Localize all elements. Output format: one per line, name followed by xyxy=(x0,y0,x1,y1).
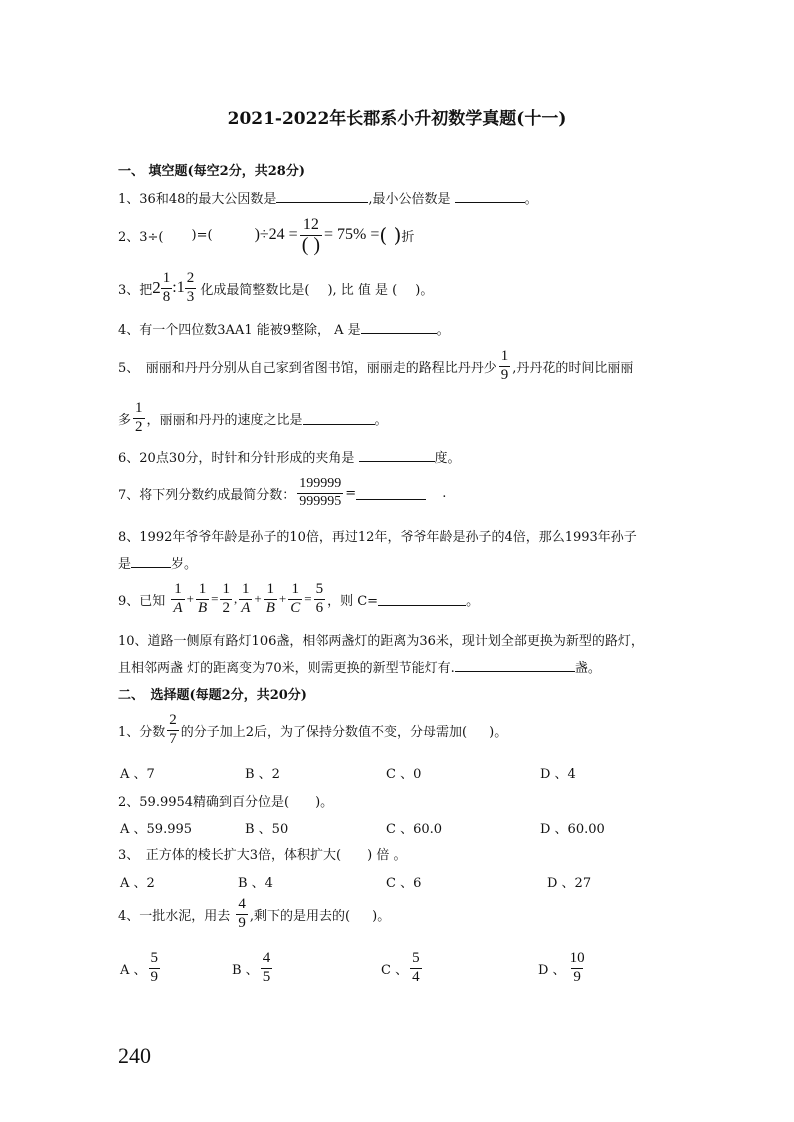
q-text: ,最小公倍数是 xyxy=(368,192,451,207)
fraction: $\frac{4}{5}$ xyxy=(262,950,271,985)
q-text: )。 xyxy=(489,724,508,740)
question-1-10-line1: 10、道路一侧原有路灯106盏，相邻两盏灯的距离为36米，现计划全部更换为新型的路灯， xyxy=(118,634,644,649)
question-1-8-line2 xyxy=(118,553,197,572)
option-b[interactable]: B 、2 xyxy=(245,767,280,782)
plus: + xyxy=(186,591,194,606)
fraction: $\frac{5}{9}$ xyxy=(150,950,159,985)
question-2-1 xyxy=(118,710,507,750)
option-d[interactable]: D 、4 xyxy=(540,767,576,782)
q-text: 多 xyxy=(118,412,132,428)
question-1-5-line2 xyxy=(118,398,388,438)
answer-blank[interactable] xyxy=(303,411,375,425)
q-text: )。 xyxy=(372,908,391,924)
question-1-8-line1: 8、1992年爷爷年龄是孙子的10倍，再过12年，爷爷年龄是孙子的4倍，那么1993年孙子 xyxy=(118,530,637,545)
question-1-1 xyxy=(118,188,538,207)
question-2-2: 2、59.9954精确到百分位是( )。 xyxy=(118,795,334,810)
q-text: = 75% = xyxy=(324,226,380,243)
question-1-9 xyxy=(118,578,479,620)
fraction: $\frac{1}{2}$ xyxy=(135,400,143,435)
question-1-10-line2 xyxy=(118,657,601,676)
q-text: ，丽丽和丹丹的速度之比是 xyxy=(146,412,303,428)
q-text: 3、把 xyxy=(118,282,153,298)
option-c[interactable]: C 、0 xyxy=(386,767,422,782)
option-a[interactable]: A 、2 xyxy=(120,876,155,891)
section1-heading: 一、 填空题(每空2分，共28分) xyxy=(118,164,305,179)
answer-blank[interactable] xyxy=(276,189,368,203)
q-text: )÷24 = xyxy=(254,226,298,243)
option-c[interactable]: C 、60.0 xyxy=(386,822,443,837)
question-1-6 xyxy=(118,447,461,466)
option-a[interactable] xyxy=(120,948,162,988)
plus: + xyxy=(254,591,262,606)
q-text: 2、3÷( xyxy=(118,229,164,245)
question-1-7 xyxy=(118,473,446,513)
answer-blank[interactable] xyxy=(131,554,171,568)
equals: = xyxy=(211,591,219,606)
q-text: 是 xyxy=(118,557,132,572)
q-text: = xyxy=(345,485,357,501)
question-1-3 xyxy=(118,268,433,308)
fraction: $\frac{1}{A}$ xyxy=(173,581,183,616)
answer-blank[interactable] xyxy=(361,320,437,334)
q-text: 。 xyxy=(374,412,388,428)
colon: : xyxy=(172,279,177,296)
q-text: 4、有一个四位数3AA1 能被9整除， A 是 xyxy=(118,323,361,338)
q-text: ，则 C= xyxy=(327,593,379,609)
answer-blank[interactable] xyxy=(359,448,435,462)
question-1-2 xyxy=(118,214,414,256)
fraction: $\frac{1}{8}$ xyxy=(162,270,171,305)
option-c[interactable]: C 、6 xyxy=(386,876,422,891)
q-text: . xyxy=(442,485,447,501)
fraction: $\frac{5}{4}$ xyxy=(412,950,420,985)
q-text: 9、已知 xyxy=(118,593,166,609)
question-1-4 xyxy=(118,319,450,338)
fraction: $\frac{1}{B}$ xyxy=(265,581,275,616)
comma: , xyxy=(233,591,238,606)
mixed-int: 1 xyxy=(176,279,185,296)
option-a[interactable]: A 、59.995 xyxy=(120,822,193,837)
option-label: C 、 xyxy=(381,962,409,978)
option-a[interactable]: A 、7 xyxy=(120,767,155,782)
question-2-4 xyxy=(118,894,390,934)
option-label: B 、 xyxy=(232,962,259,978)
page-title: 2021-2022年长郡系小升初数学真题(十一) xyxy=(227,109,567,129)
answer-space[interactable]: ( ) xyxy=(379,223,402,247)
fraction: $\frac{1}{B}$ xyxy=(197,581,208,616)
q-text: 7、将下列分数约成最简分数： xyxy=(118,487,296,503)
q-text: )。 xyxy=(415,282,434,298)
plus: + xyxy=(278,591,287,606)
option-b[interactable]: B 、4 xyxy=(238,876,273,891)
option-label: A 、 xyxy=(120,962,147,978)
answer-blank[interactable] xyxy=(356,486,426,500)
fraction: $\frac{12}{( )}$ xyxy=(301,216,321,256)
option-b[interactable] xyxy=(232,948,274,988)
equals: = xyxy=(304,591,312,606)
q-text: ), 比 值 是 ( xyxy=(327,282,398,298)
option-c[interactable] xyxy=(381,948,424,988)
fraction: $\frac{2}{3}$ xyxy=(186,270,195,305)
q-text: 且相邻两盏 灯的距离变为70米，则需更换的新型节能灯有. xyxy=(118,661,455,676)
option-d[interactable]: D 、60.00 xyxy=(540,822,605,837)
fraction: $\frac{1}{9}$ xyxy=(500,348,509,383)
answer-blank[interactable] xyxy=(378,592,466,606)
answer-blank[interactable] xyxy=(455,189,525,203)
option-d[interactable] xyxy=(538,948,589,988)
q-text: 化成最简整数比是( xyxy=(200,282,310,298)
q-text: 盏。 xyxy=(574,661,601,676)
q-text: ,剩下的是用去的( xyxy=(249,908,351,924)
q-text: 。 xyxy=(466,593,480,609)
q-text: 度。 xyxy=(434,451,461,466)
page-number: 240 xyxy=(118,1043,151,1068)
fraction: $\frac{5}{6}$ xyxy=(315,581,324,616)
q-text: 。 xyxy=(436,323,450,338)
mixed-int: 2 xyxy=(152,278,161,297)
fraction: $\frac{1}{2}$ xyxy=(222,581,230,616)
question-1-5-line1 xyxy=(118,346,633,386)
q-text: ,丹丹花的时间比丽丽 xyxy=(512,360,634,376)
fraction: $\frac{2}{7}$ xyxy=(169,712,177,747)
option-d[interactable]: D 、27 xyxy=(547,876,592,891)
q-text: 5、 丽丽和丹丹分别从自己家到省图书馆，丽丽走的路程比丹丹少 xyxy=(118,360,497,376)
q-text: 折 xyxy=(401,229,415,245)
q-text: 。 xyxy=(524,192,538,207)
q-text: 岁。 xyxy=(171,557,198,572)
answer-blank[interactable] xyxy=(455,658,575,672)
fraction: $\frac{10}{9}$ xyxy=(569,950,585,985)
question-2-3: 3、 正方体的棱长扩大3倍，体积扩大( ) 倍 。 xyxy=(118,848,407,863)
fraction: $\frac{1}{C}$ xyxy=(290,581,301,616)
fraction: $\frac{4}{9}$ xyxy=(238,896,246,931)
q-text: )=( xyxy=(191,227,213,243)
q-text: 的分子加上2后，为了保持分数值不变，分母需加( xyxy=(180,724,468,740)
fraction: $\frac{199999}{999995}$ xyxy=(299,476,342,509)
option-label: D 、 xyxy=(538,962,566,978)
q-text: 1、分数 xyxy=(118,724,166,740)
q-text: 6、20点30分，时针和分针形成的夹角是 xyxy=(118,451,355,466)
q-text: 1、36和48的最大公因数是 xyxy=(118,192,277,207)
section2-heading: 二、 选择题(每题2分，共20分) xyxy=(118,688,307,703)
fraction: $\frac{1}{A}$ xyxy=(241,581,251,616)
q-text: 4、一批水泥，用去 xyxy=(118,908,231,924)
option-b[interactable]: B 、50 xyxy=(245,822,289,837)
